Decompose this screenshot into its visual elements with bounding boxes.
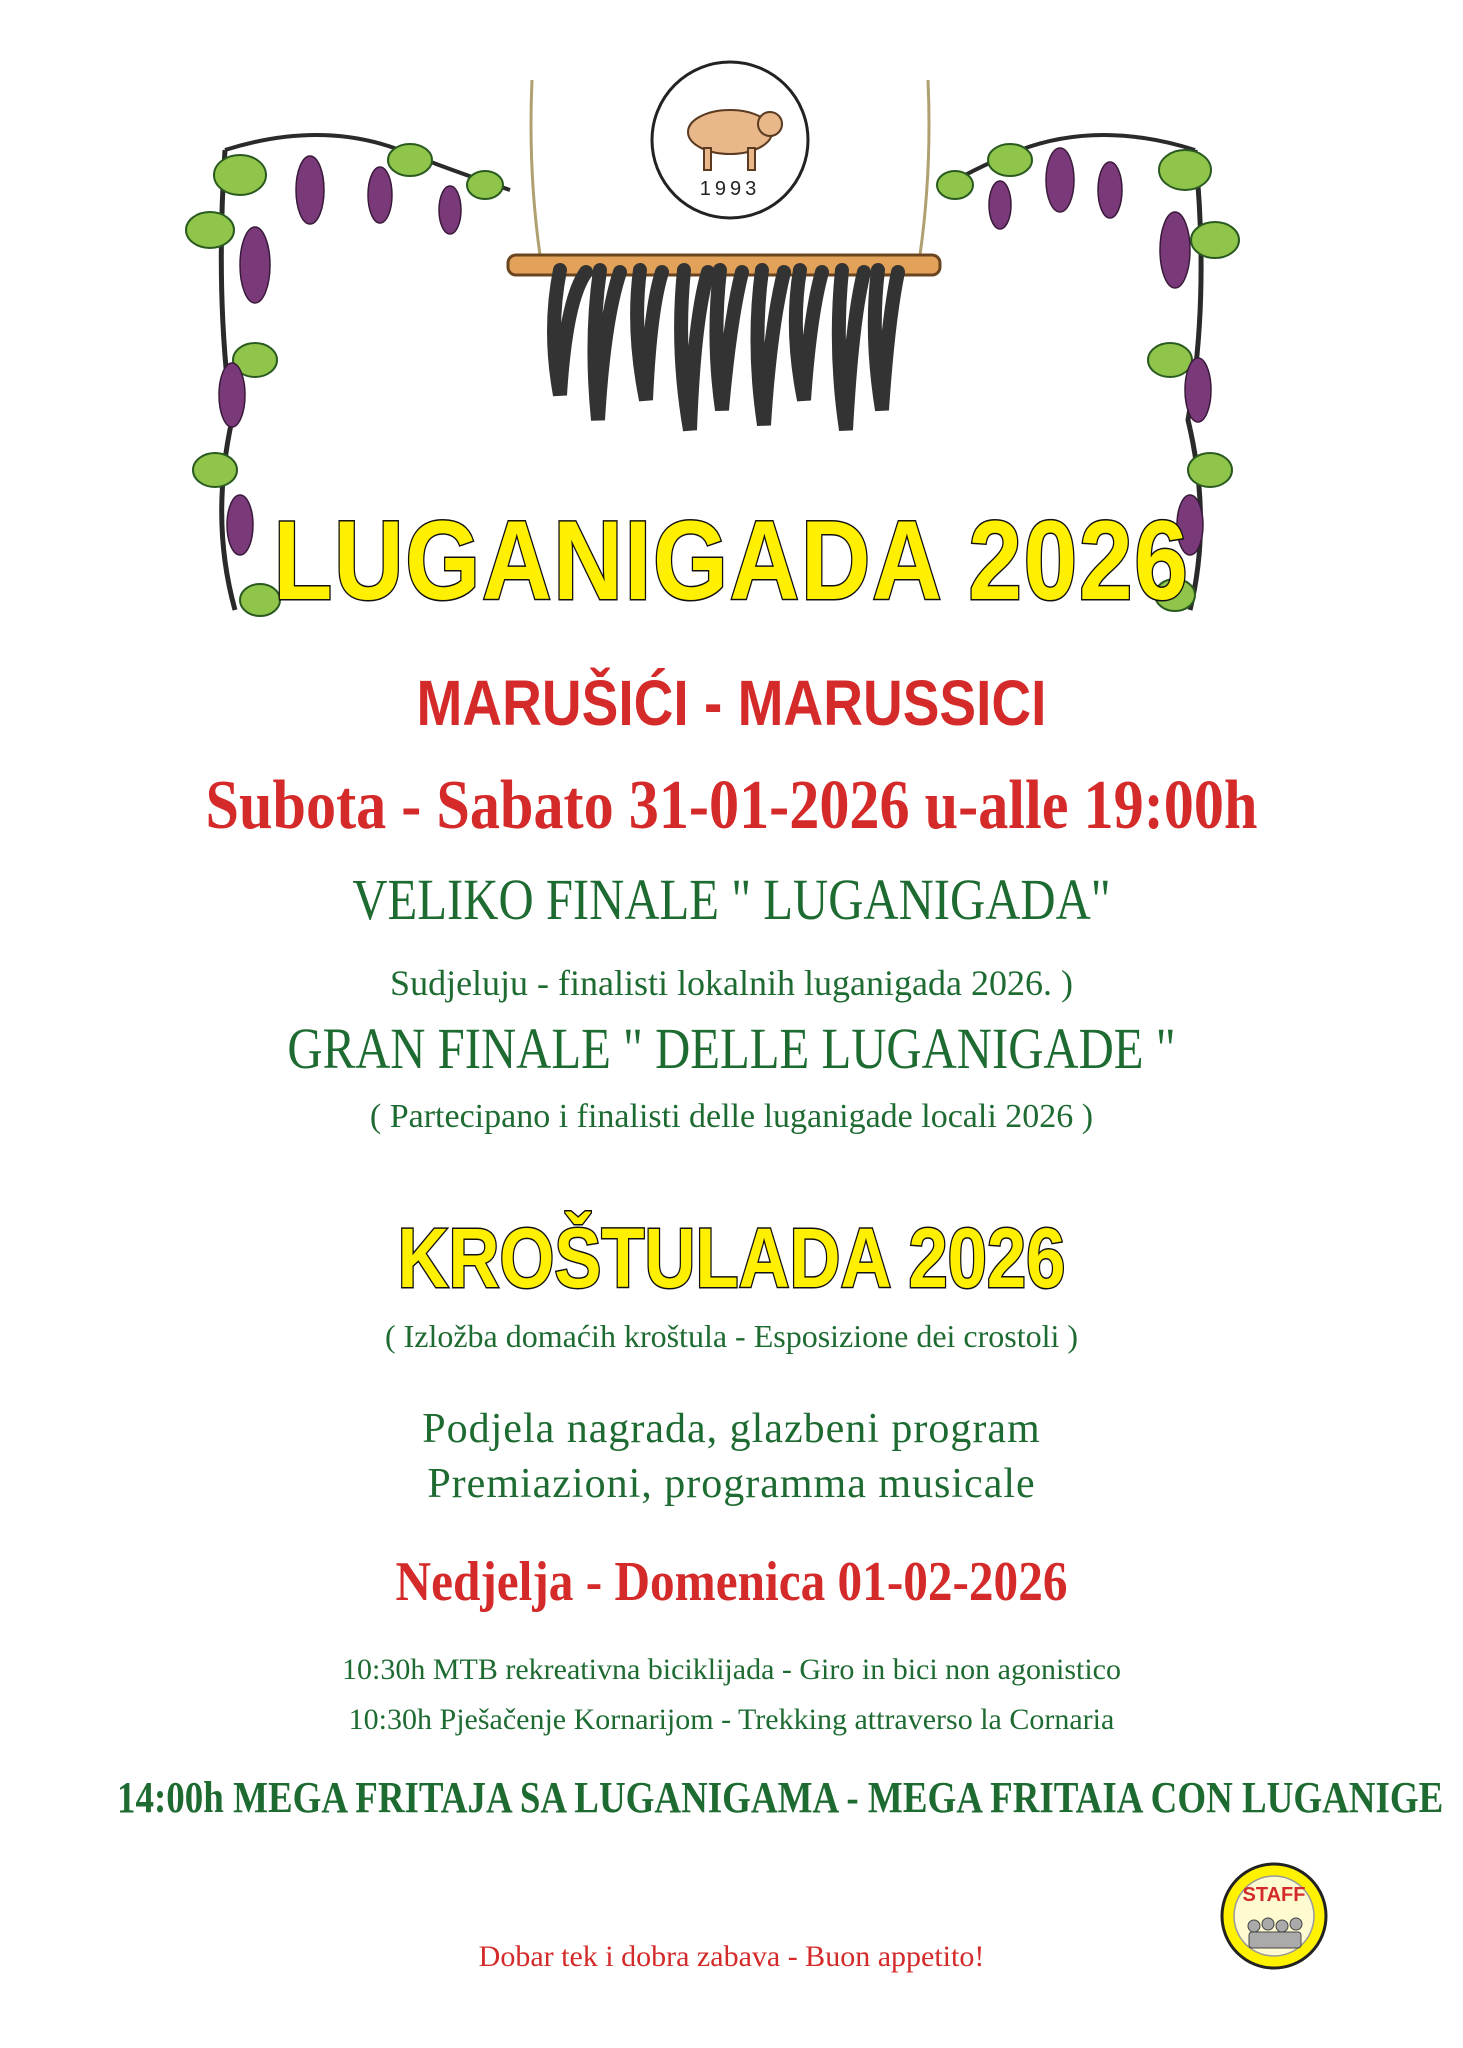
event-location: MARUŠIĆI - MARUSSICI xyxy=(416,667,1047,739)
saturday-date: Subota - Sabato 31-01-2026 u-alle 19:00h xyxy=(205,767,1258,844)
staff-badge xyxy=(1218,1860,1330,1972)
logo-year: 1993 xyxy=(699,178,761,200)
program-italian: Premiazioni, programma musicale xyxy=(427,1461,1036,1507)
closing-message: Dobar tek i dobra zabava - Buon appetito! xyxy=(478,1940,985,1973)
event-title: LUGANIGADA 2026 xyxy=(273,498,1190,623)
sausages-icon xyxy=(554,270,898,430)
program-croatian: Podjela nagrada, glazbeni program xyxy=(422,1406,1041,1452)
krostulada-subtitle: ( Izložba domaćih kroštula - Esposizione dei crostoli ) xyxy=(384,1318,1079,1354)
final-title-croatian: VELIKO FINALE " LUGANIGADA" xyxy=(352,867,1111,932)
sunday-event-bike: 10:30h MTB rekreativna biciklijada - Giro in bici non agonistico xyxy=(342,1653,1121,1686)
final-subtitle-italian: ( Partecipano i finalisti delle luganigade locali 2026 ) xyxy=(369,1098,1094,1135)
sunday-date: Nedjelja - Domenica 01-02-2026 xyxy=(395,1551,1068,1613)
sunday-event-fritaja: 14:00h MEGA FRITAJA SA LUGANIGAMA - MEGA FRITAIA CON LUGANIGE xyxy=(117,1773,1444,1822)
final-subtitle-croatian: Sudjeluju - finalisti lokalnih luganigada 2026. ) xyxy=(390,963,1073,1003)
krostulada-title: KROŠTULADA 2026 xyxy=(397,1211,1066,1305)
staff-badge-icon xyxy=(1218,1860,1330,1972)
staff-badge-label: STAFF xyxy=(1242,1884,1306,1906)
final-title-italian: GRAN FINALE " DELLE LUGANIGADE " xyxy=(287,1016,1176,1081)
sunday-event-trekking: 10:30h Pješačenje Kornarijom - Trekking attraverso la Cornaria xyxy=(348,1703,1115,1736)
